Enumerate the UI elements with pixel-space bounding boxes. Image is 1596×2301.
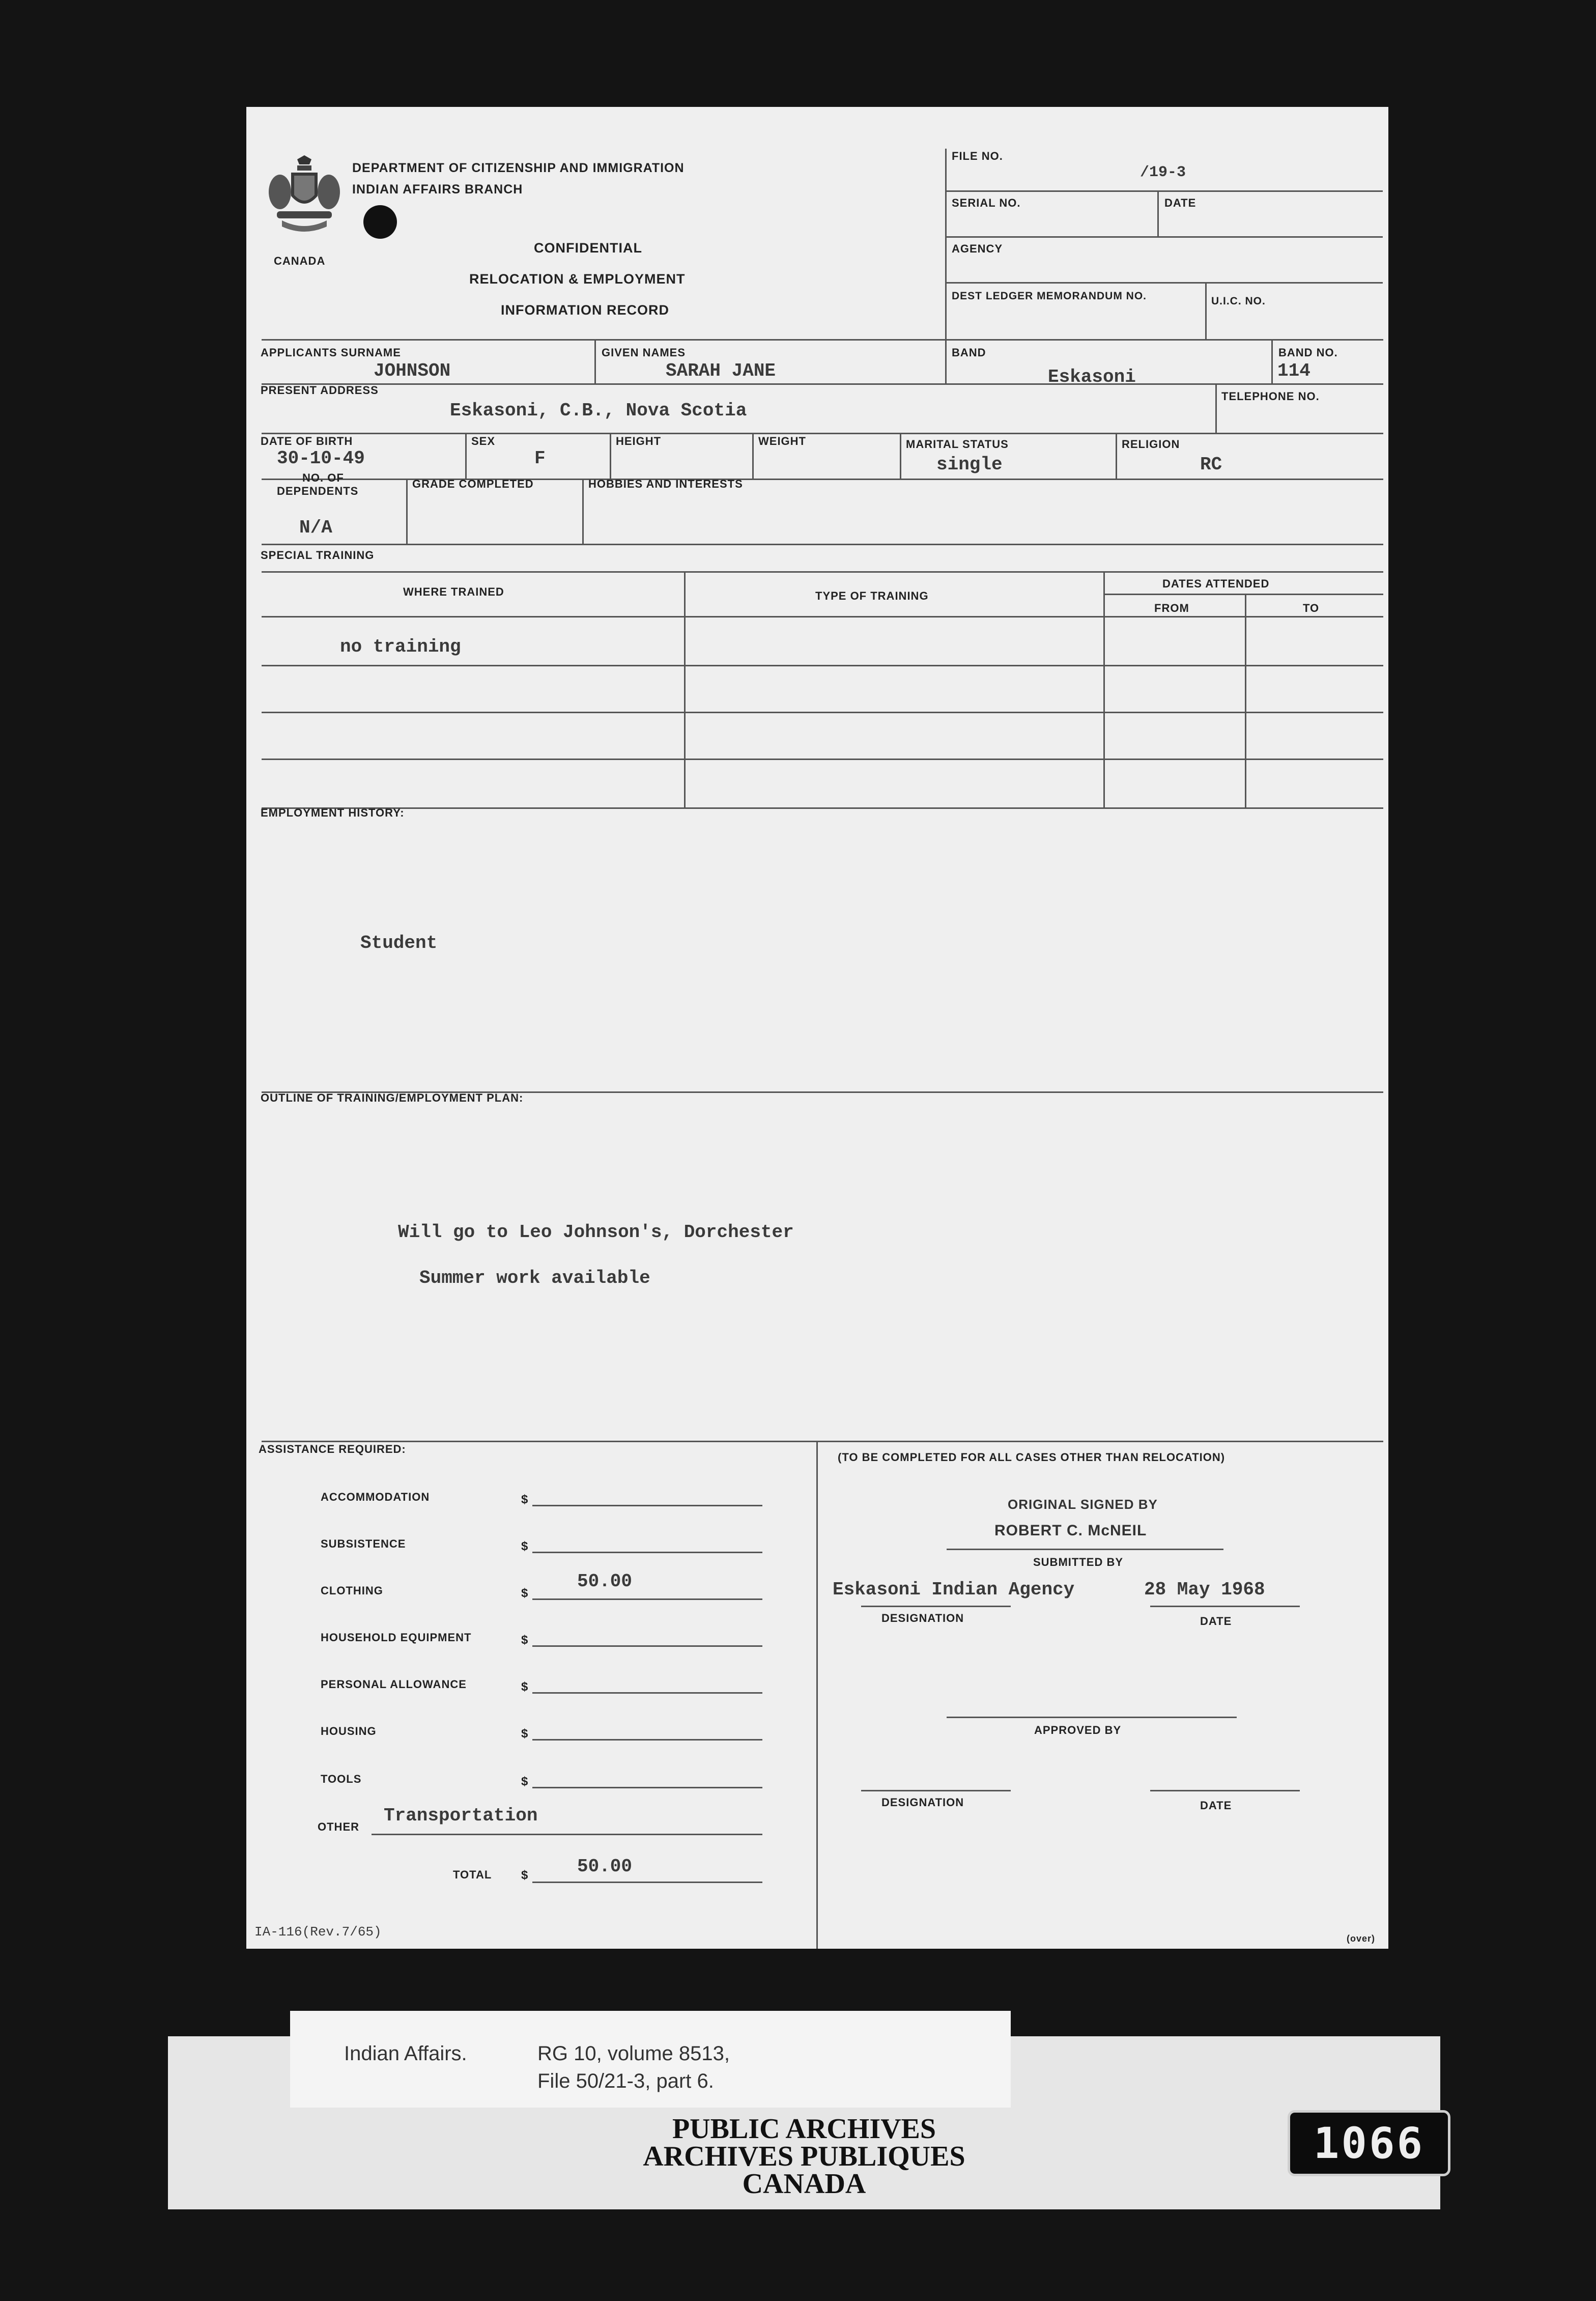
employment-history-label: EMPLOYMENT HISTORY: <box>261 806 405 819</box>
frame-number-counter: 1066 <box>1288 2110 1450 2176</box>
submitted-date-value: 28 May 1968 <box>1144 1579 1265 1600</box>
rule <box>262 759 1383 760</box>
employment-entry: Student <box>360 933 438 953</box>
archive-reference-line1: RG 10, volume 8513, <box>537 2042 730 2065</box>
dependents-value: N/A <box>299 517 332 538</box>
submitted-date-label: DATE <box>1200 1615 1232 1627</box>
signer-name: ROBERT C. McNEIL <box>994 1522 1147 1539</box>
clothing-currency: $ <box>521 1586 529 1600</box>
dest-ledger-label: DEST LEDGER MEMORANDUM NO. <box>952 290 1147 302</box>
branch-title: INDIAN AFFAIRS BRANCH <box>352 182 523 197</box>
rule <box>945 190 1383 192</box>
file-no-label: FILE NO. <box>952 150 1003 162</box>
other-label: OTHER <box>318 1820 359 1833</box>
rule <box>262 571 1383 573</box>
band-label: BAND <box>952 346 986 359</box>
signature-line <box>947 1549 1223 1550</box>
rule <box>900 433 901 479</box>
rule <box>262 1441 1383 1442</box>
subsistence-label: SUBSISTENCE <box>321 1537 406 1550</box>
approval-designation-line <box>861 1790 1011 1791</box>
hobbies-label: HOBBIES AND INTERESTS <box>588 478 743 490</box>
marital-status-value: single <box>936 454 1003 475</box>
household-equipment-label: HOUSEHOLD EQUIPMENT <box>321 1631 472 1644</box>
dates-attended-header: DATES ATTENDED <box>1162 577 1270 590</box>
department-title: DEPARTMENT OF CITIZENSHIP AND IMMIGRATION <box>352 161 685 175</box>
information-record-heading: INFORMATION RECORD <box>501 302 669 318</box>
training-entry: no training <box>340 636 461 657</box>
submitted-by-label: SUBMITTED BY <box>1033 1556 1123 1568</box>
other-line <box>372 1834 762 1835</box>
designation-label: DESIGNATION <box>881 1612 964 1624</box>
tools-currency: $ <box>521 1775 529 1788</box>
rule <box>262 807 1383 809</box>
height-label: HEIGHT <box>616 435 662 447</box>
top-box-divider <box>945 149 947 339</box>
rule <box>262 544 1383 545</box>
uic-no-label: U.I.C. NO. <box>1211 295 1266 307</box>
approval-line <box>947 1717 1237 1718</box>
clothing-label: CLOTHING <box>321 1584 383 1597</box>
tools-line <box>532 1787 762 1788</box>
rule <box>1215 383 1217 433</box>
rule <box>945 339 947 383</box>
clothing-line <box>532 1598 762 1600</box>
accommodation-line <box>532 1505 762 1506</box>
special-training-label: SPECIAL TRAINING <box>261 549 375 562</box>
file-no-value: /19-3 <box>1140 164 1186 181</box>
approval-designation-label: DESIGNATION <box>881 1796 964 1809</box>
total-line <box>532 1882 762 1883</box>
over-note: (over) <box>1347 1933 1376 1944</box>
subsistence-line <box>532 1552 762 1553</box>
rule <box>1245 594 1246 807</box>
band-value: Eskasoni <box>1048 367 1136 387</box>
rule <box>262 712 1383 713</box>
rule <box>1205 282 1207 339</box>
type-of-training-header: TYPE OF TRAINING <box>815 590 929 602</box>
rule <box>752 433 754 479</box>
rule <box>945 282 1383 284</box>
band-no-value: 114 <box>1277 360 1310 381</box>
approval-date-line <box>1150 1790 1300 1791</box>
clothing-value: 50.00 <box>577 1571 633 1592</box>
personal-allowance-line <box>532 1692 762 1694</box>
dependents-label-line1: NO. OF <box>302 471 344 484</box>
dependents-label-line2: DEPENDENTS <box>277 485 359 497</box>
serial-no-label: SERIAL NO. <box>952 197 1021 209</box>
rule <box>594 339 596 383</box>
housing-label: HOUSING <box>321 1725 377 1737</box>
archive-reference-label <box>290 2011 1011 2108</box>
confidential-heading: CONFIDENTIAL <box>534 240 642 256</box>
rule <box>610 433 611 479</box>
sex-label: SEX <box>471 435 496 447</box>
rule <box>406 479 408 544</box>
to-header: TO <box>1303 602 1320 614</box>
telephone-label: TELEPHONE NO. <box>1221 390 1320 403</box>
assistance-required-label: ASSISTANCE REQUIRED: <box>259 1443 406 1455</box>
from-header: FROM <box>1154 602 1189 614</box>
accommodation-currency: $ <box>521 1493 529 1506</box>
canada-coat-of-arms-icon <box>267 155 342 237</box>
given-names-value: SARAH JANE <box>666 360 776 381</box>
rule <box>1116 433 1117 479</box>
address-value: Eskasoni, C.B., Nova Scotia <box>450 400 747 421</box>
rule <box>465 433 467 479</box>
punch-hole <box>363 205 397 239</box>
rule <box>945 236 1383 238</box>
original-signed-by: ORIGINAL SIGNED BY <box>1008 1497 1158 1512</box>
religion-label: RELIGION <box>1122 438 1180 451</box>
housing-line <box>532 1739 762 1741</box>
address-label: PRESENT ADDRESS <box>261 384 379 397</box>
archive-reference-line2: File 50/21-3, part 6. <box>537 2070 714 2092</box>
approved-by-label: APPROVED BY <box>1034 1724 1122 1736</box>
relocation-employment-form <box>246 107 1388 1949</box>
rule <box>262 665 1383 666</box>
plan-line-1: Will go to Leo Johnson's, Dorchester <box>398 1222 794 1243</box>
household-equipment-currency: $ <box>521 1633 529 1647</box>
personal-allowance-label: PERSONAL ALLOWANCE <box>321 1678 467 1691</box>
total-label: TOTAL <box>453 1868 492 1881</box>
where-trained-header: WHERE TRAINED <box>403 585 504 598</box>
designation-value: Eskasoni Indian Agency <box>833 1579 1075 1600</box>
housing-currency: $ <box>521 1727 529 1741</box>
rule <box>816 1441 818 1949</box>
designation-line <box>861 1606 1011 1607</box>
rule <box>582 479 584 544</box>
dob-value: 30-10-49 <box>277 448 365 469</box>
other-value: Transportation <box>384 1805 538 1826</box>
weight-label: WEIGHT <box>758 435 806 447</box>
religion-value: RC <box>1200 454 1222 475</box>
personal-allowance-currency: $ <box>521 1680 529 1694</box>
band-no-label: BAND NO. <box>1278 346 1338 359</box>
accommodation-label: ACCOMMODATION <box>321 1491 430 1503</box>
marital-status-label: MARITAL STATUS <box>906 438 1009 451</box>
rule <box>262 339 1383 341</box>
surname-value: JOHNSON <box>374 360 451 381</box>
surname-label: APPLICANTS SURNAME <box>261 346 401 359</box>
approval-date-label: DATE <box>1200 1799 1232 1812</box>
rule <box>1271 339 1273 383</box>
form-number: IA-116(Rev.7/65) <box>254 1924 382 1940</box>
sex-value: F <box>534 448 546 469</box>
given-names-label: GIVEN NAMES <box>602 346 686 359</box>
dob-label: DATE OF BIRTH <box>261 435 353 447</box>
canada-caption: CANADA <box>274 255 326 267</box>
household-equipment-line <box>532 1645 762 1647</box>
plan-line-2: Summer work available <box>419 1268 650 1288</box>
training-plan-label: OUTLINE OF TRAINING/EMPLOYMENT PLAN: <box>261 1091 524 1104</box>
rule <box>262 433 1383 434</box>
canada-line: CANADA <box>742 2168 866 2200</box>
rule <box>684 571 686 807</box>
date-line <box>1150 1606 1300 1607</box>
rule <box>262 616 1383 618</box>
other-cases-note: (TO BE COMPLETED FOR ALL CASES OTHER THAN RELOCATION) <box>838 1451 1226 1464</box>
subsistence-currency: $ <box>521 1539 529 1553</box>
tools-label: TOOLS <box>321 1773 362 1785</box>
grade-completed-label: GRADE COMPLETED <box>412 478 534 490</box>
total-value: 50.00 <box>577 1856 633 1877</box>
agency-label: AGENCY <box>952 242 1003 255</box>
relocation-heading: RELOCATION & EMPLOYMENT <box>469 271 686 287</box>
date-label: DATE <box>1164 197 1196 209</box>
rule <box>1103 571 1105 807</box>
rule <box>1103 594 1383 595</box>
total-currency: $ <box>521 1868 529 1882</box>
collection-name: Indian Affairs. <box>344 2042 467 2065</box>
public-archives-line: PUBLIC ARCHIVES <box>672 2113 936 2145</box>
rule <box>1157 190 1159 236</box>
archives-publiques-line: ARCHIVES PUBLIQUES <box>643 2141 965 2172</box>
